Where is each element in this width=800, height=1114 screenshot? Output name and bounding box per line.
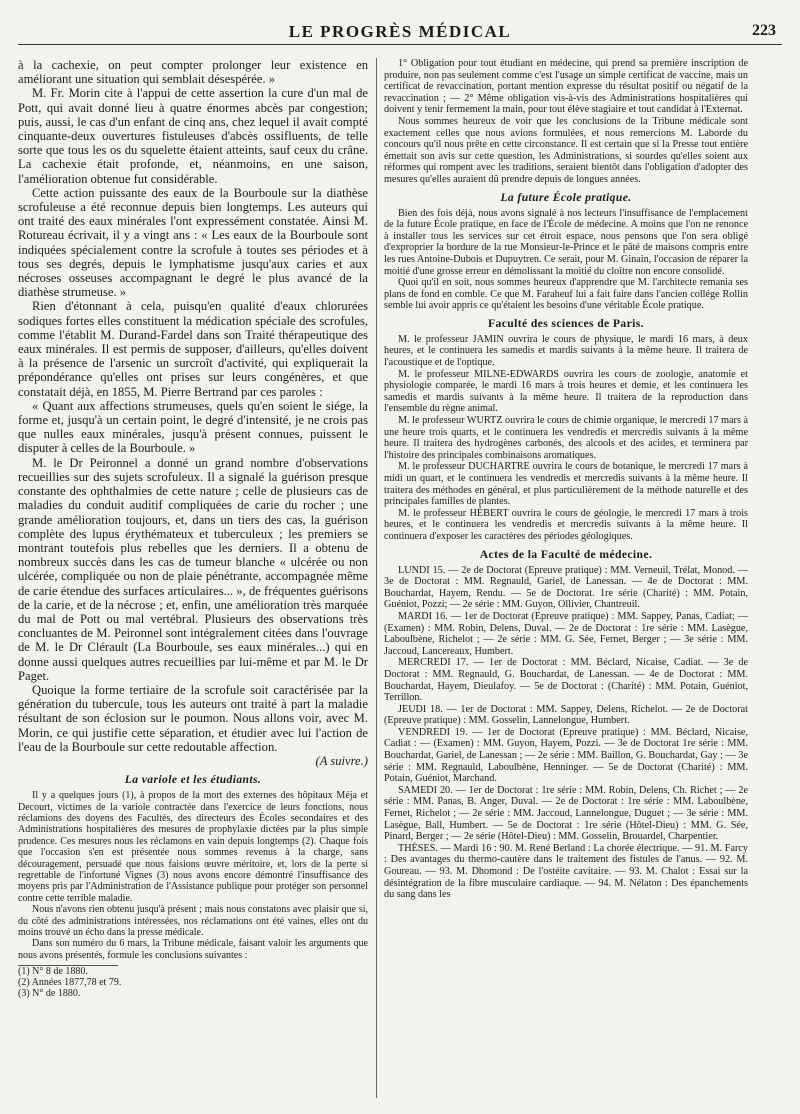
theses-entry: THÈSES. — Mardi 16 : 90. M. René Berland : La chorée électrique. — 91. M. Farcy : Des avantages du thermo-cautère dans le traitement des fistules de l'anus. — 92. M. Goureau. — 93. M. Dhomond : De l'ostéite cavitaire. — 93. M. Chalot : Essai sur la désintégration de la fibre musculaire cardiaque. — 94. M. Nélaton : Des épanchements du sang dans les	[384, 842, 748, 901]
paragraph: Quoique la forme tertiaire de la scrofule soit caractérisée par la génération du tubercule, tous les auteurs ont traité à part la maladie résultant de son éclosion sur le poumon. Nous allons voir, avec M. Morin, ce qui justifie cette séparation, et étudier avec lui l'action de l'eau de la Bourboule sur cette redoutable affection.	[18, 682, 368, 754]
paragraph: M. le professeur DUCHARTRE ouvrira le cours de botanique, le mercredi 17 mars à midi un quart, et le continuera les vendredis et mercredis suivants à la même heure. Il traitera des méthodes en général, et plus particulièrement de la méthode naturelle et des principales familles de plantes.	[384, 461, 748, 508]
section-heading-variole: La variole et les étudiants.	[124, 773, 262, 787]
page-header	[18, 22, 782, 42]
paragraph: M. le professeur HÉBERT ouvrira le cours de géologie, le mercredi 17 mars à trois heures, et le continuera les vendredis et mercredis suivants à la même heure. Il continuera d'exposer les caractères des périodes géologiques.	[384, 507, 748, 542]
exam-entry: JEUDI 18. — 1er de Doctorat : MM. Sappey, Delens, Richelot. — 2e de Doctorat (Epreuve pratique) : MM. Gosselin, Lannelongue, Humbert.	[384, 703, 748, 727]
paragraph: M. le professeur MILNE-EDWARDS ouvrira les cours de zoologie, anatomie et physiologie comparée, le mardi 16 mars à trois heures et demie, et les continuera les samedis et mardis suivants à la même heure. Il traitera de la reproduction dans l'ensemble du règne animal.	[384, 368, 748, 415]
paragraph: Nous sommes heureux de voir que les conclusions de la Tribune médicale sont exactement celles que nous avions formulées, et nous remercions M. Laborde du concours qu'il nous prête en cette circonstance. Il est certain que si la Presse tout entière émettait son avis sur cette question, les Administrations, si sourdes qu'elles soient aux réformes qui rompent avec les traditions, seraient bientôt dans l'obligation d'adopter des mesures qu'elles auraient dû prendre depuis de longues années.	[384, 115, 748, 185]
column-divider	[376, 58, 377, 1098]
paragraph: M. le professeur WURTZ ouvrira le cours de chimie organique, le mercredi 17 mars à une heure trois quarts, et le continuera les vendredis et mercredis suivants à la même heure. Il traitera des hydrogènes carbonés, des alcools et des acides, et terminera par l'histoire des principales combinaisons aromatiques.	[384, 415, 748, 461]
footnote: (1) N° 8 de 1880.	[18, 966, 88, 978]
paragraph: Il y a quelques jours (1), à propos de la mort des externes des hôpitaux Méja et Decourt, victimes de la variole contractée dans l'exercice de leurs fonctions, nous réclamions des doyens des Facultés, des directeurs des Écoles secondaires et des Administrations hospitalières des mesures de prophylaxie dictées par la plus simple prudence. Ces mesures nous les réclamons en vain depuis longtemps (2). Chaque fois que l'occasion s'en est présentée nous sommes revenus à la charge, sans découragement, persuadé que nous faisions œuvre méritoire, et, lors de la perte si regrettable de l'infortuné Vignes (3) nous avons encore démontré l'insuffisance des moyens pris par l'Administration de l'Assistance publique pour protéger son personnel contre cette terrible maladie.	[18, 790, 368, 904]
paragraph: Bien des fois déjà, nous avons signalé à nos lecteurs l'insuffisance de l'emplacement de la future École pratique, en face de l'École de médecine. A moins que l'on ne renonce à installer tous les services sur cet étroit espace, nous pensons que l'on sera obligé d'exproprier la bordure de la rue Monsieur-le-Prince et le pâté de maisons compris entre les rues Antoine-Dubois et Dupuytren. Ce serait, pour M. Ginain, l'occasion de réparer la moitié d'une grosse erreur en démolissant la moitié du cloître non encore consolidé.	[384, 207, 748, 277]
to-be-continued: (A suivre.)	[315, 753, 368, 768]
paragraph: M. le Dr Peironnel a donné un grand nombre d'observations recueillies sur des sujets scrofuleux. Il a signalé la guérison presque constante des ophthalmies de cette nature ; celle de plusieurs cas de maladies du conduit auditif compliquées de carie du rocher ; une grande amélioration toujours, et, dans un tiers des cas, la guérison complète des lupus érythémateux et tuberculeux ; les premiers se montrant toutefois plus rebelles que les derniers. Il a obtenu de nombreux succès dans les cas de tumeur blanche « ulcérée ou non ulcérée, compliquée ou non de plaie pénétrante, accompagnée même de carie étendue des surfaces articulaires... », de fréquentes guérisons de la carie, et de la nécrose ; et, enfin, une amélioration très marquée du mal de Pott ou mal vertébral. Plusieurs des observations très concluantes de M. Peironnel sont intégralement citées dans l'ouvrage de M. le Dr Clérault (La Bourboule, ses eaux minérales...) qui en donne aussi quelques autres recueillies par lui-même et par M. le Dr Paget.	[18, 455, 368, 683]
paragraph: Dans son numéro du 6 mars, la Tribune médicale, faisant valoir les arguments que nous avons présentés, formule les conclusions suivantes :	[18, 938, 368, 961]
exam-entry: MERCREDI 17. — 1er de Doctorat : MM. Béclard, Nicaise, Cadiat. — 3e de Doctorat : MM. Regnauld, G. Bouchardat, de Lanessan. — 4e de Doctorat : MM. Bouchardat, Hayem, Dieulafoy. — 5e de Doctorat : (Charité) : MM. Potain, Guéniot, Terrillon.	[384, 657, 748, 704]
running-title: LE PROGRÈS MÉDICAL	[288, 22, 512, 41]
section-heading-ecole: La future École pratique.	[500, 190, 632, 204]
paragraph: M. Fr. Morin cite à l'appui de cette assertion la cure d'un mal de Pott, qui avait donné lieu à quatre énormes abcès par congestion; puis, aussi, le cas d'un enfant de cinq ans, chez lequel il avait compté cinquante-deux ouvertures fistuleuses d'abcès ossifluents, de telle sorte que tous les os du squelette étaient atteints, sauf ceux du crâne. La cachexie était profonde, et, néanmoins, en une saison, l'amélioration obtenue fut considérable.	[18, 86, 368, 186]
exam-entry: SAMEDI 20. — 1er de Doctorat : 1re série : MM. Robin, Delens, Ch. Richet ; — 2e série : MM. Panas, B. Anger, Duval. — 2e de Doctorat : 1re série : MM. Laboulbène, Fernet, Richelot ; — 2e série : MM. Jaccoud, Lannelongue, Duguet ; — 3e série : MM. Lasègue, Ball, Humbert. — 5e de Doctorat : 1re série (Hôtel-Dieu) : MM. G. Sée, Pinard, Berger ; — 2e série (Hôtel-Dieu) : MM. Gosselin, Brouardel, Charpentier.	[384, 784, 748, 843]
paragraph: Nous n'avons rien obtenu jusqu'à présent ; mais nous constatons avec plaisir que si, du côté des administrations intéressées, nos réclamations ont été vaines, elles ont du moins trouvé un écho dans la presse médicale.	[18, 904, 368, 939]
section-heading-faculte-sciences: Faculté des sciences de Paris.	[488, 316, 644, 330]
right-column	[384, 58, 748, 1098]
paragraph: Rien d'étonnant à cela, puisqu'en qualité d'eaux chlorurées sodiques fortes elles constituent la médication spéciale des scrofules, comme l'établit M. Durand-Fardel dans son Traité thérapeutique des eaux minérales. Il est permis de supposer, d'ailleurs, qu'elles doivent à la présence de l'arsenic un surcroît d'activité, qui expliquerait la prépondérance qu'elles ont prises sur leurs congénères, et que constatait déjà, en 1855, M. Pierre Bertrand par ces paroles :	[18, 299, 368, 399]
paragraph: 1° Obligation pour tout étudiant en médecine, qui prend sa première inscription de produire, non pas seulement comme c'est l'usage un simple certificat de vaccine, mais un certificat de revaccination, portant mention expresse du résultat positif ou négatif de la revaccination ; — 2° Même obligation vis-à-vis des Administrations hospitalières qui doivent y tenir fermement la main, pour tout élève stagiaire et tout candidat à l'Externat.	[384, 58, 748, 116]
exam-entry: LUNDI 15. — 2e de Doctorat (Epreuve pratique) : MM. Verneuil, Trélat, Monod. — 3e de Doctorat : MM. Regnauld, Gariel, de Lanessan. — 4e de Doctorat : MM. Bouchardat, Hayem, Rendu. — 5e de Doctorat. 1re série (Charité) : MM. Potain, Guéniot, Pozzi; — 2e série : MM. Guyon, Ollivier, Chantreuil.	[384, 564, 748, 611]
paragraph: Cette action puissante des eaux de la Bourboule sur la diathèse scrofuleuse a été reconnue depuis bien longtemps. Les auteurs qui ont traité des eaux minérales l'ont expressément constatée. Ainsi M. Rotureau écrivait, il y a vingt ans : « Les eaux de la Bourboule sont indiquées spécialement contre la scrofule à toutes ses périodes et à tous ses degrés, depuis le lymphatisme jusqu'aux caries et aux nécroses osseuses accompagnant le degré le plus avancé de la diathèse strumeuse. »	[18, 185, 368, 300]
quotation: « Quant aux affections strumeuses, quels qu'en soient le siége, la forme et, jusqu'à un certain point, le degré d'intensité, je ne crois pas que nulles eaux minérales, jusqu'à présent connues, puissent le disputer à celles de la Bourboule. »	[18, 398, 368, 456]
section-heading-actes: Actes de la Faculté de médecine.	[479, 547, 653, 561]
exam-entry: VENDREDI 19. — 1er de Doctorat (Epreuve pratique) : MM. Béclard, Nicaise, Cadiat : — (Examen) : MM. Guyon, Hayem, Pozzi. — 3e de Doctorat 1re série : MM. Bouchardat, Gariel, de Lanessan ; — 2e série : MM. Baillon, G. Bouchardat, Gay ; — 3e série : MM. Regnauld, Laboulbène, Henninger. — 5e de Doctorat (Charité) : MM. Potain, Guéniot, Marchand.	[384, 726, 748, 785]
footnote: (3) N° de 1880.	[18, 988, 81, 1000]
paragraph: Quoi qu'il en soit, nous sommes heureux d'apprendre que M. l'architecte remania ses plans de fond en comble. Ce que M. Faraheuf lui a fait faire dans l'ancien collége Rollin semble lui avoir appris ce qu'étaient les besoins d'une véritable École pratique.	[384, 277, 748, 312]
paragraph: à la cachexie, on peut compter prolonger leur existence en améliorant une situation qui semblait désespérée. »	[18, 58, 368, 87]
header-rule	[18, 44, 782, 45]
exam-entry: MARDI 16. — 1er de Doctorat (Epreuve pratique) : MM. Sappey, Panas, Cadiat; — (Examen) : MM. Robin, Delens, Duval. — 2e de Doctorat : 1re série : MM. Lasègue, Laboulbène, Richelot ; — 2e série : MM. G. Sée, Fernet, Berger ; — 3e série : MM. Jaccoud, Lancereaux, Humbert.	[384, 610, 748, 657]
footnote: (2) Années 1877,78 et 79.	[18, 977, 122, 989]
left-column	[18, 58, 368, 1098]
page-number: 223	[752, 22, 776, 39]
paragraph: M. le professeur JAMIN ouvrira le cours de physique, le mardi 16 mars, à deux heures, et le continuera les samedis et mardis suivants à la même heure. Il traitera de l'acoustique et de l'optique.	[384, 333, 748, 369]
